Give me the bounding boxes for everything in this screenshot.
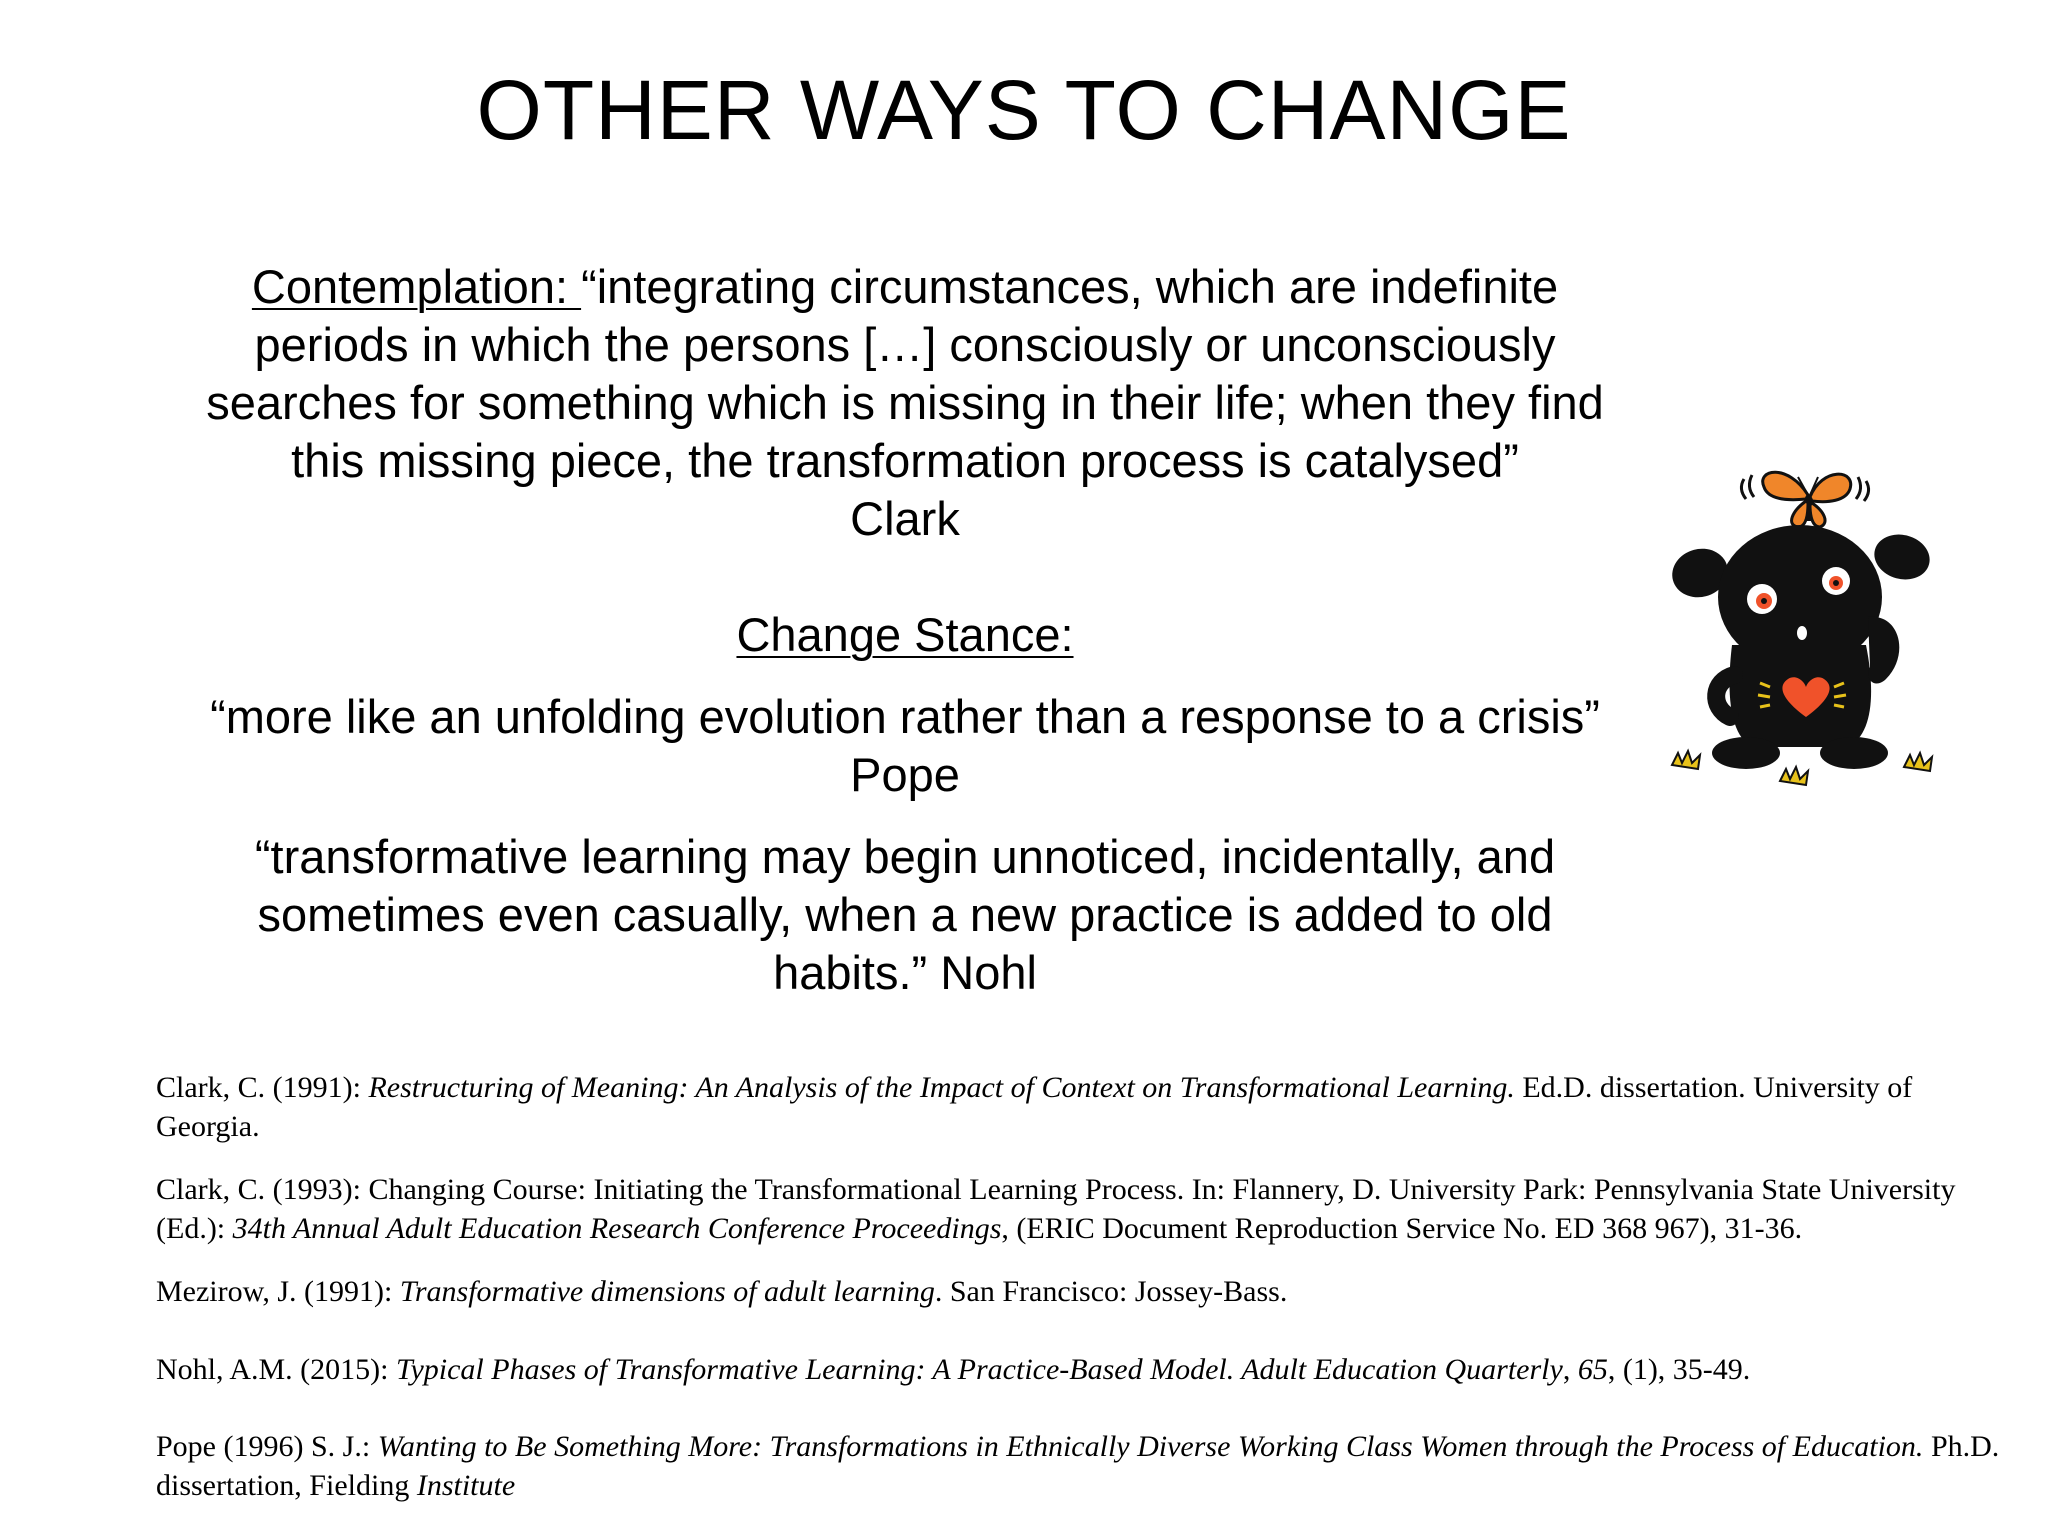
- reference-mezirow-1991-suffix: . San Francisco: Jossey-Bass.: [934, 1275, 1288, 1308]
- change-stance-heading-text: Change Stance:: [736, 608, 1074, 661]
- change-stance-heading: [200, 606, 1610, 664]
- reference-nohl-2015-prefix: Nohl, A.M. (2015):: [156, 1353, 396, 1386]
- page-title: OTHER WAYS TO CHANGE: [476, 63, 1572, 157]
- reference-pope-1996-mid: Ph.D. dissertation, Fielding: [156, 1430, 2000, 1502]
- reference-clark-1991-title: Restructuring of Meaning: An Analysis of the Impact of Context on Transformational Learning.: [368, 1071, 1515, 1104]
- reference-clark-1991-suffix: Ed.D. dissertation. University of Georgia.: [156, 1071, 1913, 1143]
- reference-nohl-2015: [156, 1350, 2016, 1389]
- contemplation-paragraph: [200, 258, 1610, 548]
- reference-nohl-2015-volume: 65: [1577, 1353, 1608, 1386]
- butterfly-icon: [1741, 472, 1868, 527]
- contemplation-author: Clark: [850, 492, 960, 545]
- reference-pope-1996-title: Wanting to Be Something More: Transformations in Ethnically Diverse Working Class Women through the Process of Education.: [377, 1430, 1924, 1463]
- reference-mezirow-1991: [156, 1272, 2016, 1311]
- reference-mezirow-1991-title: Transformative dimensions of adult learning: [399, 1275, 935, 1308]
- nohl-quote: “transformative learning may begin unnoticed, incidentally, and sometimes even casually, when a new practice is added to old habits.” Nohl: [254, 830, 1556, 999]
- reference-nohl-2015-suffix: , (1), 35-49.: [1607, 1353, 1751, 1386]
- reference-clark-1993: [156, 1170, 2016, 1248]
- references-list: [156, 1068, 2016, 1505]
- contemplation-quote: “integrating circumstances, which are indefinite periods in which the persons […] consciously or unconsciously searches for something which is missing in their life; when they find this missing piece, the transformation process is catalysed”: [206, 260, 1604, 487]
- reference-pope-1996: [156, 1427, 2016, 1505]
- reference-clark-1993-prefix: Clark, C. (1993): Changing Course: Initiating the Transformational Learning Process. In: Flannery, D. University Park: Pennsylvania State University (Ed.):: [156, 1173, 1956, 1245]
- reference-pope-1996-prefix: Pope (1996) S. J.:: [156, 1430, 378, 1463]
- reference-nohl-2015-title: Typical Phases of Transformative Learning: A Practice-Based Model. Adult Education Quarterly: [396, 1353, 1563, 1386]
- reference-clark-1993-title: 34th Annual Adult Education Research Conference Proceedings: [232, 1212, 1002, 1245]
- reference-nohl-2015-mid: ,: [1562, 1353, 1578, 1386]
- contemplation-label: Contemplation:: [251, 260, 582, 313]
- reference-clark-1993-suffix: , (ERIC Document Reproduction Service No. ED 368 967), 31-36.: [1001, 1212, 1803, 1245]
- reference-clark-1991-prefix: Clark, C. (1991):: [156, 1071, 369, 1104]
- reference-clark-1991: [156, 1068, 2016, 1146]
- reference-mezirow-1991-prefix: Mezirow, J. (1991):: [156, 1275, 400, 1308]
- reference-pope-1996-last: Institute: [416, 1469, 516, 1502]
- mascot-illustration: [1660, 455, 1950, 795]
- mascot-body: [1667, 525, 1935, 769]
- pope-quote: “more like an unfolding evolution rather than a response to a crisis” Pope: [210, 690, 1600, 801]
- sprout-icons: [1672, 751, 1932, 785]
